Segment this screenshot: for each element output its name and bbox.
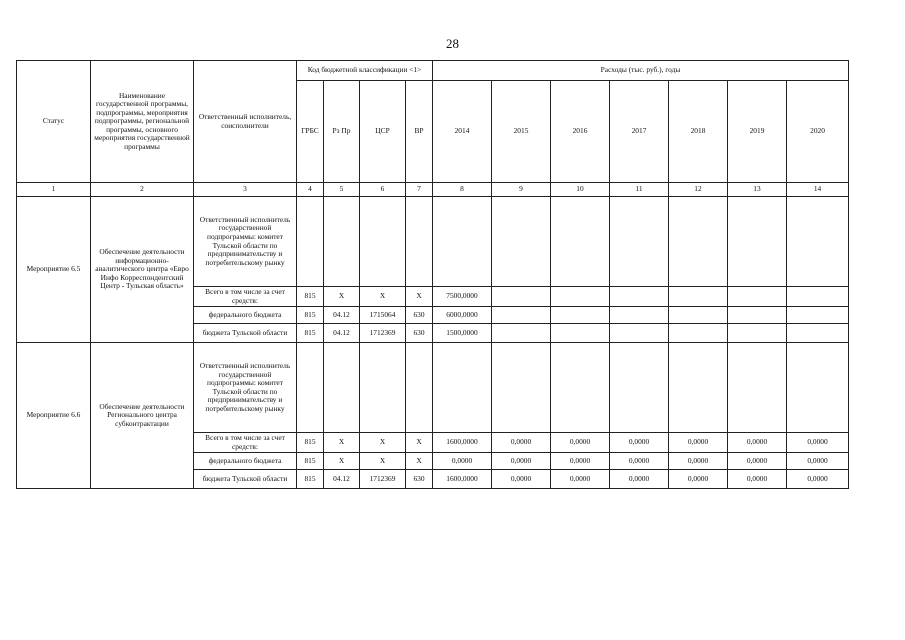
header-year: 2019: [728, 81, 787, 183]
header-budget-code: Код бюджетной классификации <1>: [297, 61, 433, 81]
rzpr-cell: X: [324, 433, 360, 453]
column-number: 1: [17, 183, 91, 197]
csr-cell: 1712369: [360, 324, 406, 343]
csr-cell: 1715064: [360, 307, 406, 324]
column-number: 11: [610, 183, 669, 197]
amount-cell: 7500,0000: [433, 287, 492, 307]
empty-cell: [297, 197, 324, 287]
amount-cell: 0,0000: [728, 453, 787, 470]
rzpr-cell: 04.12: [324, 307, 360, 324]
empty-cell: [324, 197, 360, 287]
column-number: 10: [551, 183, 610, 197]
grbs-cell: 815: [297, 453, 324, 470]
csr-cell: X: [360, 287, 406, 307]
amount-cell: [551, 324, 610, 343]
column-number: 8: [433, 183, 492, 197]
funding-label: Всего в том числе за счет средств:: [194, 433, 297, 453]
column-number: 4: [297, 183, 324, 197]
amount-cell: 0,0000: [551, 470, 610, 489]
amount-cell: [728, 324, 787, 343]
column-number: 9: [492, 183, 551, 197]
empty-cell: [669, 343, 728, 433]
block-name: Обеспечение деятельности информационно-аналитического центра «Евро Инфо Корреспондентский Центр - Тульская область»: [91, 197, 194, 343]
vr-cell: X: [406, 433, 433, 453]
csr-cell: X: [360, 433, 406, 453]
vr-cell: X: [406, 287, 433, 307]
rzpr-cell: 04.12: [324, 470, 360, 489]
amount-cell: [551, 287, 610, 307]
funding-label: бюджета Тульской области: [194, 324, 297, 343]
amount-cell: 1600,0000: [433, 433, 492, 453]
empty-cell: [728, 197, 787, 287]
amount-cell: 0,0000: [492, 433, 551, 453]
budget-table: [16, 60, 849, 489]
grbs-cell: 815: [297, 287, 324, 307]
funding-label: федерального бюджета: [194, 453, 297, 470]
block-executor-row: [17, 343, 849, 433]
page-number: 28: [446, 36, 459, 51]
empty-cell: [551, 343, 610, 433]
amount-cell: 1600,0000: [433, 470, 492, 489]
block-executor: Ответственный исполнитель государственной подпрограммы: комитет Тульской области по предпринимательству и потребительскому рынку: [194, 343, 297, 433]
amount-cell: [669, 287, 728, 307]
amount-cell: 0,0000: [728, 433, 787, 453]
header-year: 2014: [433, 81, 492, 183]
amount-cell: 0,0000: [492, 453, 551, 470]
empty-cell: [406, 343, 433, 433]
header-year: 2016: [551, 81, 610, 183]
amount-cell: [610, 307, 669, 324]
header-year: 2020: [787, 81, 849, 183]
block-status: Мероприятие 6.6: [17, 343, 91, 489]
empty-cell: [610, 343, 669, 433]
empty-cell: [360, 343, 406, 433]
column-number: 14: [787, 183, 849, 197]
empty-cell: [406, 197, 433, 287]
vr-cell: X: [406, 453, 433, 470]
csr-cell: 1712369: [360, 470, 406, 489]
amount-cell: 0,0000: [787, 453, 849, 470]
vr-cell: 630: [406, 307, 433, 324]
amount-cell: [728, 307, 787, 324]
empty-cell: [728, 343, 787, 433]
amount-cell: [492, 287, 551, 307]
amount-cell: [492, 307, 551, 324]
amount-cell: 0,0000: [610, 470, 669, 489]
amount-cell: 0,0000: [669, 470, 728, 489]
empty-cell: [551, 197, 610, 287]
header-row-1: [17, 61, 849, 81]
header-grbs: ГРБС: [297, 81, 324, 183]
grbs-cell: 815: [297, 433, 324, 453]
amount-cell: [492, 324, 551, 343]
header-status: Статус: [17, 61, 91, 183]
column-number: 13: [728, 183, 787, 197]
funding-label: бюджета Тульской области: [194, 470, 297, 489]
amount-cell: 0,0000: [610, 433, 669, 453]
block-executor-row: [17, 197, 849, 287]
rzpr-cell: 04.12: [324, 324, 360, 343]
column-number: 7: [406, 183, 433, 197]
empty-cell: [610, 197, 669, 287]
amount-cell: 6000,0000: [433, 307, 492, 324]
amount-cell: [787, 307, 849, 324]
empty-cell: [787, 197, 849, 287]
column-number: 12: [669, 183, 728, 197]
vr-cell: 630: [406, 470, 433, 489]
amount-cell: [551, 307, 610, 324]
empty-cell: [492, 197, 551, 287]
amount-cell: 0,0000: [669, 453, 728, 470]
amount-cell: [610, 287, 669, 307]
amount-cell: 0,0000: [433, 453, 492, 470]
amount-cell: 0,0000: [787, 433, 849, 453]
amount-cell: 0,0000: [787, 470, 849, 489]
column-number-row: [17, 183, 849, 197]
amount-cell: [669, 307, 728, 324]
block-name: Обеспечение деятельности Регионального центра субконтрактации: [91, 343, 194, 489]
funding-label: Всего в том числе за счет средств:: [194, 287, 297, 307]
amount-cell: 0,0000: [551, 433, 610, 453]
empty-cell: [297, 343, 324, 433]
column-number: 5: [324, 183, 360, 197]
header-year: 2017: [610, 81, 669, 183]
amount-cell: 0,0000: [551, 453, 610, 470]
header-executor: Ответственный исполнитель, соисполнители: [194, 61, 297, 183]
amount-cell: [787, 287, 849, 307]
header-year: 2018: [669, 81, 728, 183]
csr-cell: X: [360, 453, 406, 470]
amount-cell: [610, 324, 669, 343]
header-csr: ЦСР: [360, 81, 406, 183]
header-expenses: Расходы (тыс. руб.), годы: [433, 61, 849, 81]
empty-cell: [433, 343, 492, 433]
amount-cell: 0,0000: [728, 470, 787, 489]
empty-cell: [360, 197, 406, 287]
column-number: 3: [194, 183, 297, 197]
empty-cell: [324, 343, 360, 433]
header-rzpr: Рз Пр: [324, 81, 360, 183]
amount-cell: 0,0000: [669, 433, 728, 453]
header-year: 2015: [492, 81, 551, 183]
amount-cell: [728, 287, 787, 307]
block-executor: Ответственный исполнитель государственной подпрограммы: комитет Тульской области по предпринимательству и потребительскому рынку: [194, 197, 297, 287]
vr-cell: 630: [406, 324, 433, 343]
header-name: Наименование государственной программы, подпрограммы, мероприятия подпрограммы, региональной программы, основного мероприятия государственной программы: [91, 61, 194, 183]
header-vr: ВР: [406, 81, 433, 183]
empty-cell: [669, 197, 728, 287]
block-status: Мероприятие 6.5: [17, 197, 91, 343]
grbs-cell: 815: [297, 470, 324, 489]
amount-cell: [669, 324, 728, 343]
amount-cell: 0,0000: [492, 470, 551, 489]
amount-cell: [787, 324, 849, 343]
column-number: 6: [360, 183, 406, 197]
empty-cell: [787, 343, 849, 433]
amount-cell: 0,0000: [610, 453, 669, 470]
rzpr-cell: X: [324, 453, 360, 470]
empty-cell: [492, 343, 551, 433]
rzpr-cell: X: [324, 287, 360, 307]
grbs-cell: 815: [297, 324, 324, 343]
empty-cell: [433, 197, 492, 287]
grbs-cell: 815: [297, 307, 324, 324]
column-number: 2: [91, 183, 194, 197]
funding-label: федерального бюджета: [194, 307, 297, 324]
amount-cell: 1500,0000: [433, 324, 492, 343]
